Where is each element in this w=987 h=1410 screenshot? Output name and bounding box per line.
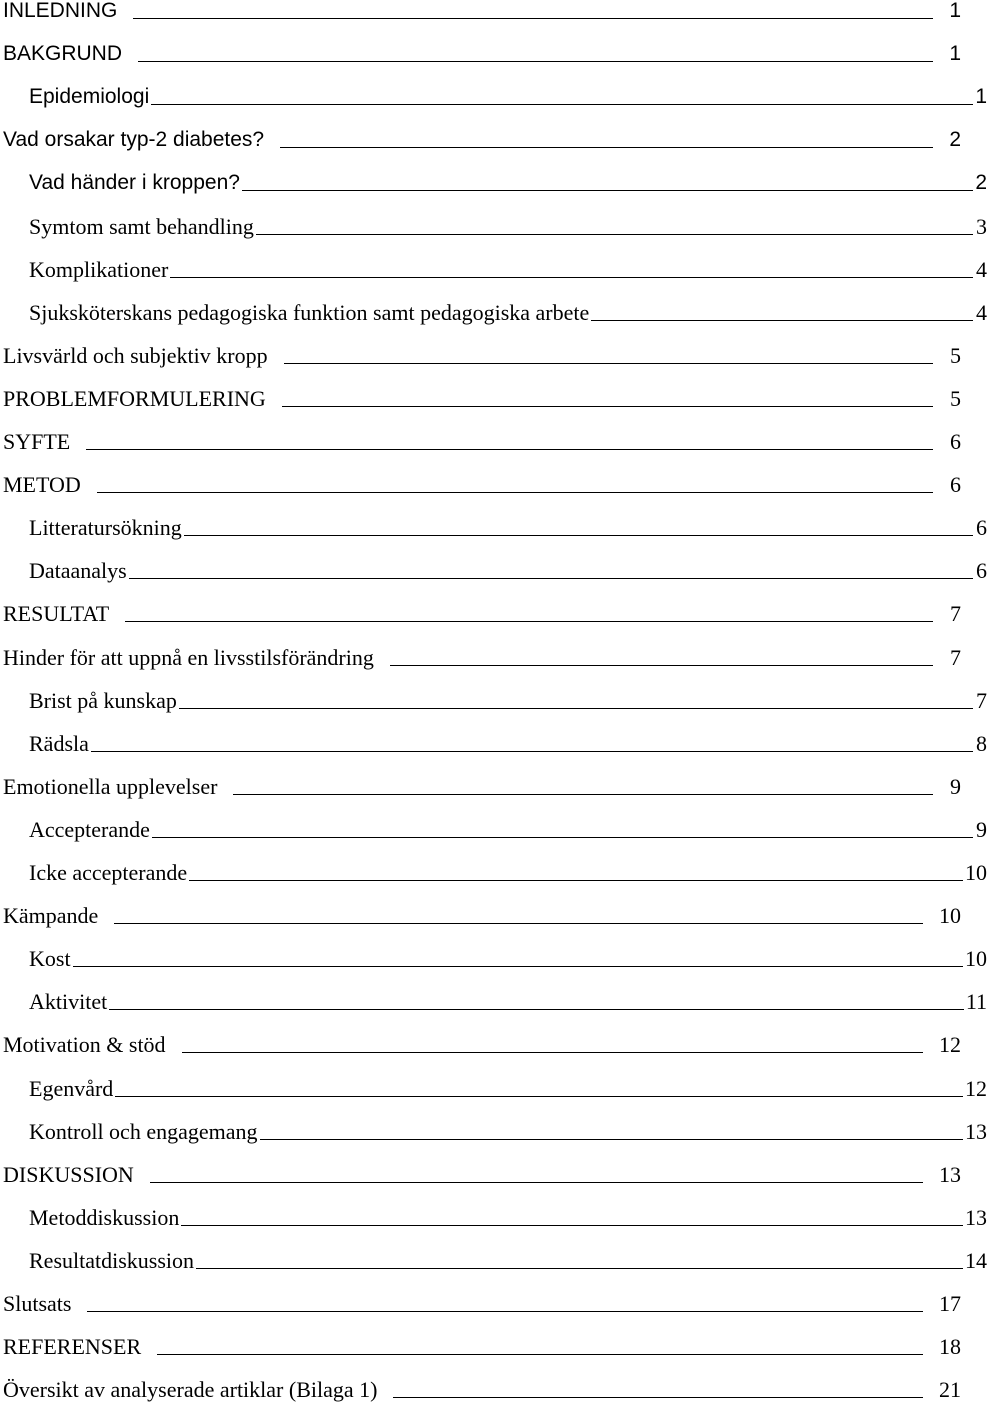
toc-leader-line [260,1139,964,1140]
toc-entry[interactable] [0,987,987,1017]
toc-leader-line [282,406,933,407]
toc-entry-page-number: 10 [965,946,987,972]
toc-leader-line [189,880,963,881]
toc-leader-line [179,708,973,709]
toc-entry-page-number: 6 [976,515,987,541]
toc-entry-page-number: 11 [965,989,987,1015]
toc-entry[interactable] [0,686,987,716]
toc-entry[interactable] [0,212,987,242]
toc-entry[interactable] [0,944,987,974]
toc-entry-title: Komplikationer [29,256,169,282]
toc-entry[interactable] [0,1160,961,1190]
toc-entry[interactable] [0,39,961,69]
toc-leader-line [97,492,933,493]
toc-entry-title: Aktivitet [29,989,108,1015]
toc-entry[interactable] [0,82,987,112]
toc-leader-line [138,61,933,62]
toc-entry[interactable] [0,901,961,931]
toc-leader-line [390,665,933,666]
toc-entry[interactable] [0,1246,987,1276]
toc-entry-page-number: 12 [939,1032,961,1058]
toc-leader-line [133,18,933,19]
toc-entry-title: Metoddiskussion [29,1204,180,1230]
toc-entry-page-number: 10 [965,860,987,885]
toc-entry[interactable] [0,599,961,629]
toc-entry-title: Kontroll och engagemang [29,1118,258,1144]
toc-entry-page-number: 13 [939,1161,961,1187]
toc-leader-line [87,1311,923,1312]
toc-entry-title: Sjuksköterskans pedagogiska funktion samt pedagogiska arbete [29,299,590,325]
toc-entry-page-number: 13 [965,1204,987,1230]
toc-entry-title: Egenvård [29,1075,114,1101]
toc-entry-title: Översikt av analyserade artiklar (Bilaga 1) [3,1377,378,1403]
toc-entry[interactable] [0,729,987,759]
toc-entry-page-number: 6 [950,472,961,498]
toc-entry[interactable] [0,1074,987,1104]
toc-entry-title: Motivation & stöd [3,1032,166,1058]
toc-entry-page-number: 3 [976,213,987,239]
toc-leader-line [73,966,963,967]
toc-entry[interactable] [0,427,961,457]
toc-entry[interactable] [0,858,987,888]
toc-entry-title: Rädsla [29,730,89,756]
toc-entry-page-number: 18 [939,1334,961,1360]
toc-entry-title: Litteratursökning [29,515,182,541]
toc-entry-title: Kost [29,946,71,972]
toc-leader-line [233,794,933,795]
toc-entry-title: Kämpande [3,903,99,929]
toc-entry-page-number: 14 [965,1247,987,1273]
toc-entry-title: METOD [3,472,81,498]
toc-entry[interactable] [0,556,987,586]
toc-entry[interactable] [0,298,987,328]
toc-leader-line [256,234,973,235]
toc-leader-line [114,923,923,924]
toc-entry[interactable] [0,1332,961,1362]
toc-entry-title: SYFTE [3,429,71,454]
toc-entry-title: Epidemiologi [29,85,150,109]
toc-entry-page-number: 5 [950,342,961,368]
toc-entry[interactable] [0,168,987,198]
toc-leader-line [170,277,973,278]
toc-leader-line [150,1182,923,1183]
toc-leader-line [280,147,933,148]
toc-entry-page-number: 2 [975,171,987,195]
toc-leader-line [242,190,973,191]
toc-entry-page-number: 9 [976,816,987,842]
toc-entry[interactable] [0,1375,961,1405]
toc-entry[interactable] [0,1289,961,1319]
toc-leader-line [115,1096,963,1097]
toc-entry-title: Emotionella upplevelser [3,773,218,799]
toc-entry[interactable] [0,1203,987,1233]
toc-entry[interactable] [0,341,961,371]
toc-entry[interactable] [0,0,961,26]
toc-entry-title: Icke accepterande [29,860,188,885]
toc-entry-page-number: 1 [949,42,961,66]
toc-entry[interactable] [0,1030,961,1060]
toc-leader-line [393,1397,923,1398]
toc-leader-line [129,578,973,579]
toc-entry-title: Vad händer i kroppen? [29,171,240,195]
toc-entry-title: DISKUSSION [3,1161,134,1187]
toc-entry[interactable] [0,255,987,285]
toc-entry-page-number: 6 [976,558,987,584]
toc-entry-page-number: 1 [949,0,961,22]
toc-leader-line [196,1268,963,1269]
toc-entry[interactable] [0,772,961,802]
toc-entry-page-number: 4 [976,299,987,325]
toc-leader-line [151,104,973,105]
toc-leader-line [284,363,933,364]
toc-entry-title: BAKGRUND [3,42,123,66]
toc-entry-page-number: 8 [976,730,987,756]
toc-leader-line [157,1354,923,1355]
toc-entry-title: Slutsats [3,1291,72,1316]
toc-entry-page-number: 6 [950,429,961,454]
toc-leader-line [109,1009,964,1010]
toc-entry-title: Accepterande [29,816,150,842]
toc-entry-title: RESULTAT [3,601,110,627]
toc-leader-line [182,1052,923,1053]
toc-entry-title: Livsvärld och subjektiv kropp [3,342,268,368]
toc-entry-title: PROBLEMFORMULERING [3,385,266,411]
toc-entry-page-number: 12 [965,1075,987,1101]
toc-entry-page-number: 10 [939,903,961,929]
toc-entry[interactable] [0,1117,987,1147]
toc-entry-page-number: 2 [949,128,961,152]
toc-entry[interactable] [0,643,961,673]
toc-leader-line [152,837,973,838]
toc-entry[interactable] [0,125,961,155]
toc-entry-page-number: 9 [950,773,961,799]
toc-leader-line [125,621,933,622]
toc-leader-line [86,449,933,450]
toc-entry[interactable] [0,384,961,414]
toc-entry-title: Symtom samt behandling [29,213,254,239]
toc-leader-line [91,751,973,752]
toc-entry[interactable] [0,815,987,845]
toc-entry-page-number: 21 [939,1377,961,1403]
toc-entry-title: Vad orsakar typ-2 diabetes? [3,128,265,152]
toc-entry-page-number: 17 [939,1291,961,1316]
toc-entry-title: Brist på kunskap [29,687,177,713]
toc-entry-title: Hinder för att uppnå en livsstilsförändring [3,644,374,670]
toc-entry-title: Dataanalys [29,558,127,584]
toc-entry-page-number: 7 [950,644,961,670]
toc-entry[interactable] [0,513,987,543]
toc-entry-title: Resultatdiskussion [29,1247,195,1273]
toc-entry-page-number: 4 [976,256,987,282]
toc-entry-title: REFERENSER [3,1334,142,1360]
toc-leader-line [181,1225,963,1226]
toc-leader-line [591,320,973,321]
toc-entry-page-number: 1 [975,85,987,109]
toc-entry-title: INLEDNING [3,0,118,22]
toc-entry-page-number: 7 [950,601,961,627]
toc-entry-page-number: 13 [965,1118,987,1144]
toc-leader-line [184,535,973,536]
toc-entry-page-number: 7 [976,687,987,713]
toc-entry[interactable] [0,470,961,500]
toc-entry-page-number: 5 [950,385,961,411]
